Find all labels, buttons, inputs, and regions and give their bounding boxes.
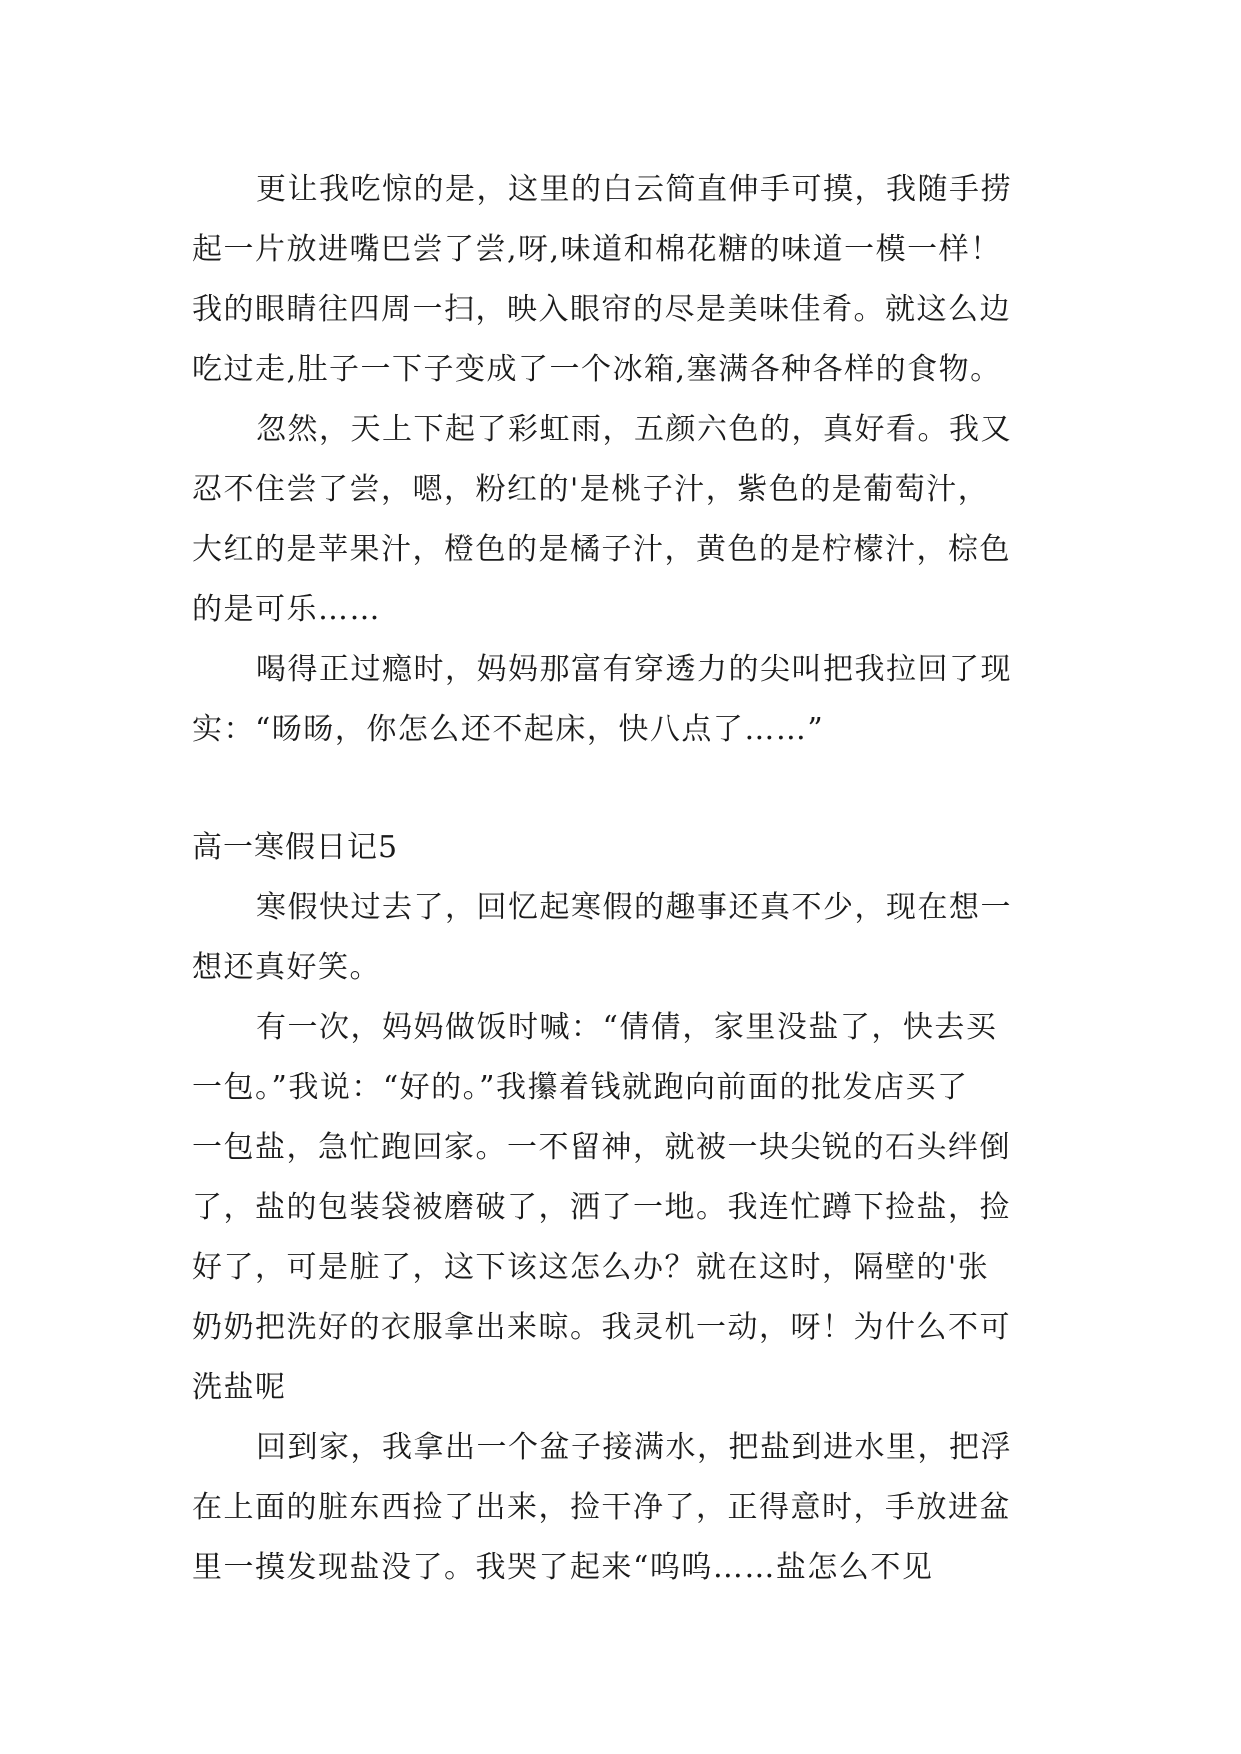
paragraph-line: 吃过走,肚子一下子变成了一个冰箱,塞满各种各样的食物。 (192, 352, 1002, 387)
paragraph-line: 了，盐的包装袋被磨破了，洒了一地。我连忙蹲下捡盐，捡 (192, 1190, 1011, 1225)
paragraph-line: 寒假快过去了，回忆起寒假的趣事还真不少，现在想一 (256, 890, 1012, 925)
paragraph-line: 一包盐，急忙跑回家。一不留神，就被一块尖锐的石头绊倒 (192, 1130, 1011, 1165)
paragraph-line: 奶奶把洗好的衣服拿出来晾。我灵机一动，呀！为什么不可 (192, 1310, 1011, 1345)
paragraph-line: 忽然，天上下起了彩虹雨，五颜六色的，真好看。我又 (256, 412, 1012, 447)
paragraph-line: 里一摸发现盐没了。我哭了起来“呜呜……盐怎么不见 (192, 1550, 934, 1585)
paragraph-line: 有一次，妈妈做饭时喊：“倩倩，家里没盐了，快去买 (256, 1010, 998, 1045)
paragraph-line: 好了，可是脏了，这下该这怎么办？就在这时，隔壁的'张 (192, 1250, 990, 1285)
paragraph-line: 想还真好笑。 (192, 950, 381, 985)
paragraph-line: 喝得正过瘾时，妈妈那富有穿透力的尖叫把我拉回了现 (256, 652, 1012, 687)
paragraph-line: 起一片放进嘴巴尝了尝,呀,味道和棉花糖的味道一模一样！ (192, 232, 1002, 267)
paragraph-line: 在上面的脏东西捡了出来，捡干净了，正得意时，手放进盆 (192, 1490, 1011, 1525)
paragraph-line: 一包。”我说：“好的。”我攥着钱就跑向前面的批发店买了 (192, 1070, 969, 1105)
paragraph-line: 的是可乐…… (192, 592, 381, 627)
document-body (192, 160, 1050, 1598)
paragraph-line: 洗盐呢 (192, 1370, 287, 1405)
paragraph-line: 回到家，我拿出一个盆子接满水，把盐到进水里，把浮 (256, 1430, 1012, 1465)
paragraph-line: 更让我吃惊的是，这里的白云简直伸手可摸，我随手捞 (256, 172, 1012, 207)
paragraph-line: 忍不住尝了尝，嗯，粉红的'是桃子汁，紫色的是葡萄汁， (192, 472, 990, 507)
section-2 (192, 878, 1050, 1598)
paragraph-line: 实：“旸旸，你怎么还不起床，快八点了……” (192, 712, 825, 747)
section-heading: 高一寒假日记5 (192, 830, 399, 865)
paragraph-line: 我的眼睛往四周一扫，映入眼帘的尽是美味佳肴。就这么边 (192, 292, 1011, 327)
paragraph-line: 大红的是苹果汁，橙色的是橘子汁，黄色的是柠檬汁，棕色 (192, 532, 1011, 567)
section-1 (192, 160, 1050, 760)
section-gap (192, 760, 1050, 818)
